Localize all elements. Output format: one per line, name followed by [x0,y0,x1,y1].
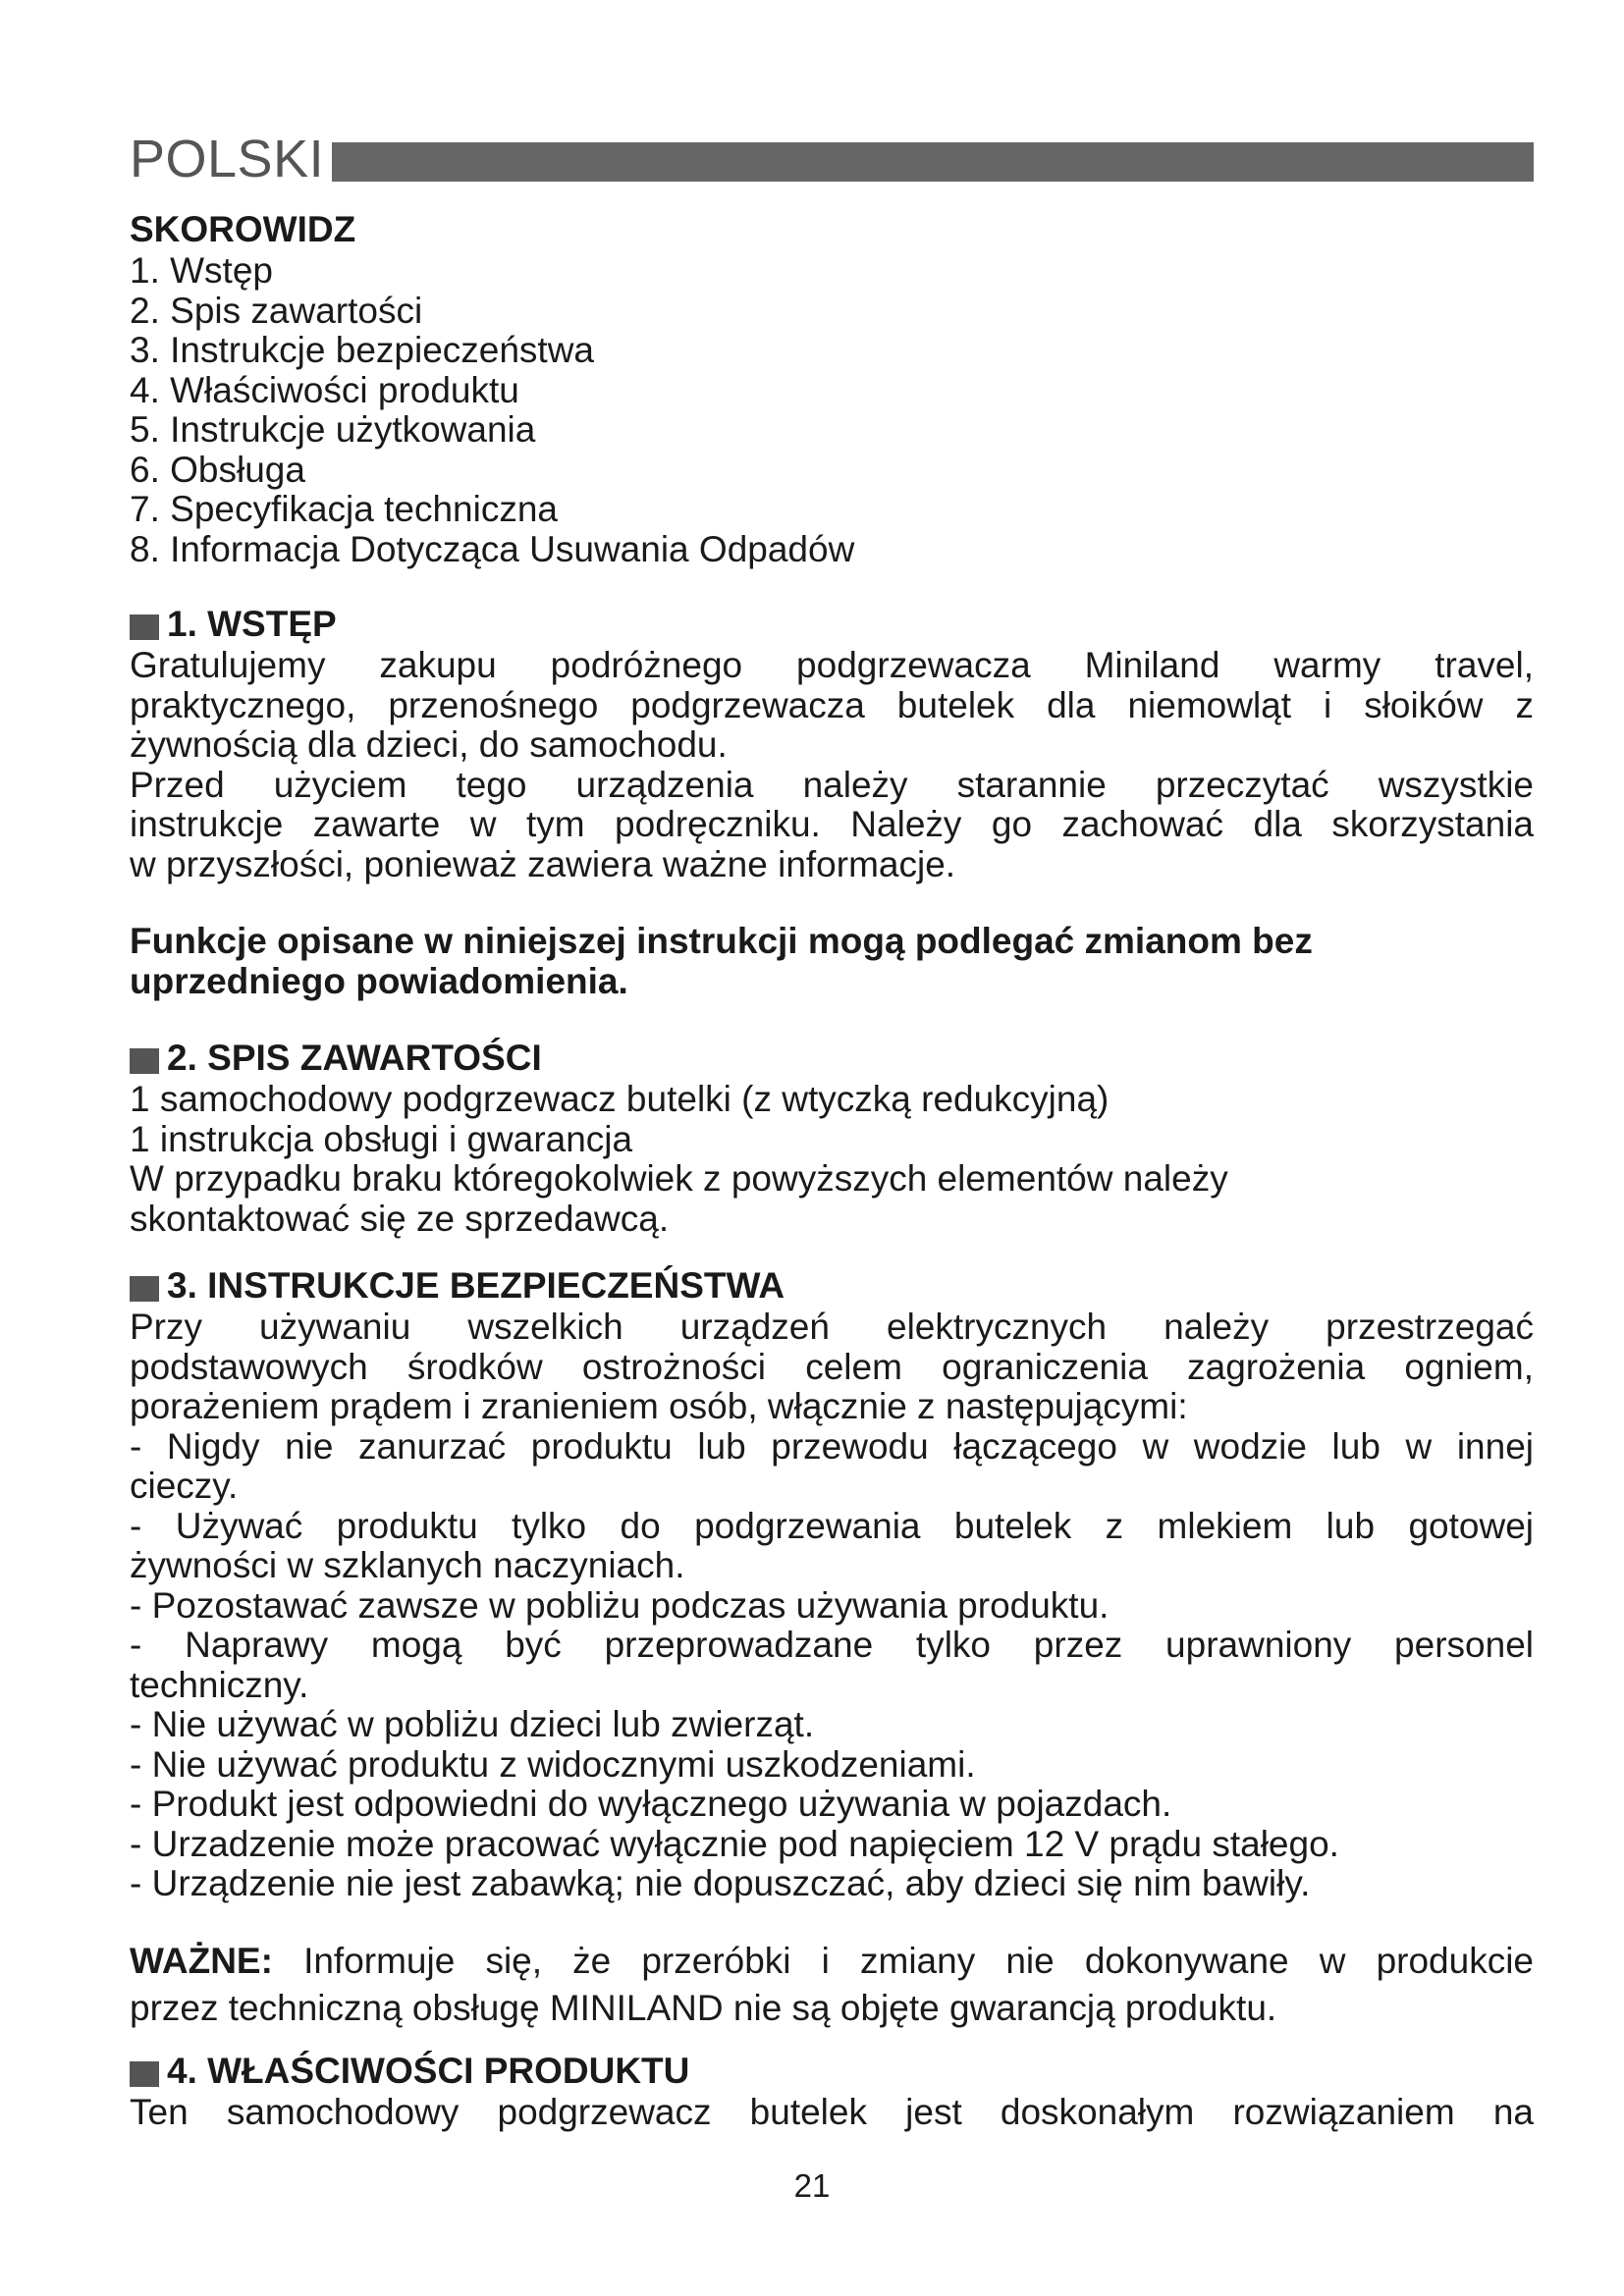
important-text: Informuje się, że przeróbki i zmiany nie dokonywane w produkcie [303,1940,1534,1981]
important-label: WAŻNE: [130,1940,273,1981]
text-line: żywnością dla dzieci, do samochodu. [130,724,728,765]
text-line: Gratulujemy zakupu podróżnego podgrzewacza Miniland warmy travel, [130,645,1534,685]
important-line: przez techniczną obsługę MINILAND nie są objęte gwarancją produktu. [130,1987,1277,2028]
text-line: - Nie używać produktu z widocznymi uszkodzeniami. [130,1743,976,1785]
toc-item: 4. Właściwości produktu [130,369,519,410]
toc-item: 1. Wstęp [130,250,273,291]
text-line: cieczy. [130,1466,239,1506]
square-bullet-icon [130,2061,159,2087]
text-line: skontaktować się ze sprzedawcą. [130,1198,670,1239]
text-line: w przyszłości, ponieważ zawiera ważne informacje. [130,843,956,884]
section-heading-safety [130,1264,1534,1308]
section-heading-text: 1. WSTĘP [167,604,337,644]
change-notice [130,922,1534,1001]
text-line: - Pozostawać zawsze w pobliżu podczas używania produktu. [130,1584,1110,1626]
square-bullet-icon [130,1048,159,1074]
section-heading-text: 2. SPIS ZAWARTOŚCI [167,1038,542,1078]
notice-line: Funkcje opisane w niniejszej instrukcji mogą podlegać zmianom bez [130,921,1313,961]
text-line: - Używać produktu tylko do podgrzewania butelek z mlekiem lub gotowej [130,1505,1534,1546]
text-line: Przy używaniu wszelkich urządzeń elektrycznych należy przestrzegać [130,1307,1534,1347]
toc-item: 8. Informacja Dotycząca Usuwania Odpadów [130,528,855,569]
text-line: Ten samochodowy podgrzewacz butelek jest doskonałym rozwiązaniem na [130,2091,1534,2132]
notice-line: uprzedniego powiadomienia. [130,960,628,1001]
text-line: - Nie używać w pobliżu dzieci lub zwierząt. [130,1704,815,1744]
text-line: żywności w szklanych naczyniach. [130,1545,685,1585]
header-bar [332,142,1534,182]
important-line [130,1938,1534,1985]
index-title: SKOROWIDZ [130,209,356,249]
text-line: techniczny. [130,1664,309,1705]
section-heading-features [130,2050,1534,2093]
section-heading-text: 4. WŁAŚCIWOŚCI PRODUKTU [167,2050,690,2091]
table-of-contents [130,251,1534,569]
toc-item: 7. Specyfikacja techniczna [130,489,559,529]
safety-paragraph [130,1308,1534,1904]
section-heading-intro [130,603,1534,646]
text-line: - Nigdy nie zanurzać produktu lub przewodu łączącego w wodzie lub w innej [130,1425,1534,1467]
square-bullet-icon [130,614,159,640]
text-line: instrukcje zawarte w tym podręczniku. Należy go zachować dla skorzystania [130,804,1534,844]
section-heading-text: 3. INSTRUKCJE BEZPIECZEŃSTWA [167,1265,785,1306]
text-line: Przed użyciem tego urządzenia należy starannie przeczytać wszystkie [130,764,1534,805]
toc-item: 2. Spis zawartości [130,290,423,331]
text-line: - Produkt jest odpowiedni do wyłącznego używania w pojazdach. [130,1784,1172,1824]
text-line: - Urządzenie nie jest zabawką; nie dopuszczać, aby dzieci się nim bawiły. [130,1863,1311,1903]
text-line: W przypadku braku któregokolwiek z powyższych elementów należy [130,1158,1228,1199]
toc-item: 5. Instrukcje użytkowania [130,409,536,450]
text-line: - Urzadzenie może pracować wyłącznie pod napięciem 12 V prądu stałego. [130,1823,1339,1864]
toc-item: 6. Obsługa [130,449,305,490]
toc-item: 3. Instrukcje bezpieczeństwa [130,330,595,370]
text-line: - Naprawy mogą być przeprowadzane tylko przez uprawniony personel [130,1625,1534,1665]
text-line: 1 instrukcja obsługi i gwarancja [130,1118,633,1159]
important-notice [130,1938,1534,2032]
square-bullet-icon [130,1276,159,1302]
text-line: podstawowych środków ostrożności celem ograniczenia zagrożenia ogniem, [130,1346,1534,1387]
page-number: 21 [793,2167,831,2204]
text-line: praktycznego, przenośnego podgrzewacza butelek dla niemowląt i słoików z [130,684,1534,725]
section-heading-contents [130,1037,1534,1080]
manual-page [130,128,1534,2132]
contents-paragraph [130,1080,1534,1239]
text-line: porażeniem prądem i zranieniem osób, włącznie z następującymi: [130,1386,1188,1426]
language-header [130,128,1534,190]
intro-paragraph [130,646,1534,884]
language-title: POLSKI [130,130,325,188]
text-line: 1 samochodowy podgrzewacz butelki (z wtyczką redukcyjną) [130,1079,1110,1119]
